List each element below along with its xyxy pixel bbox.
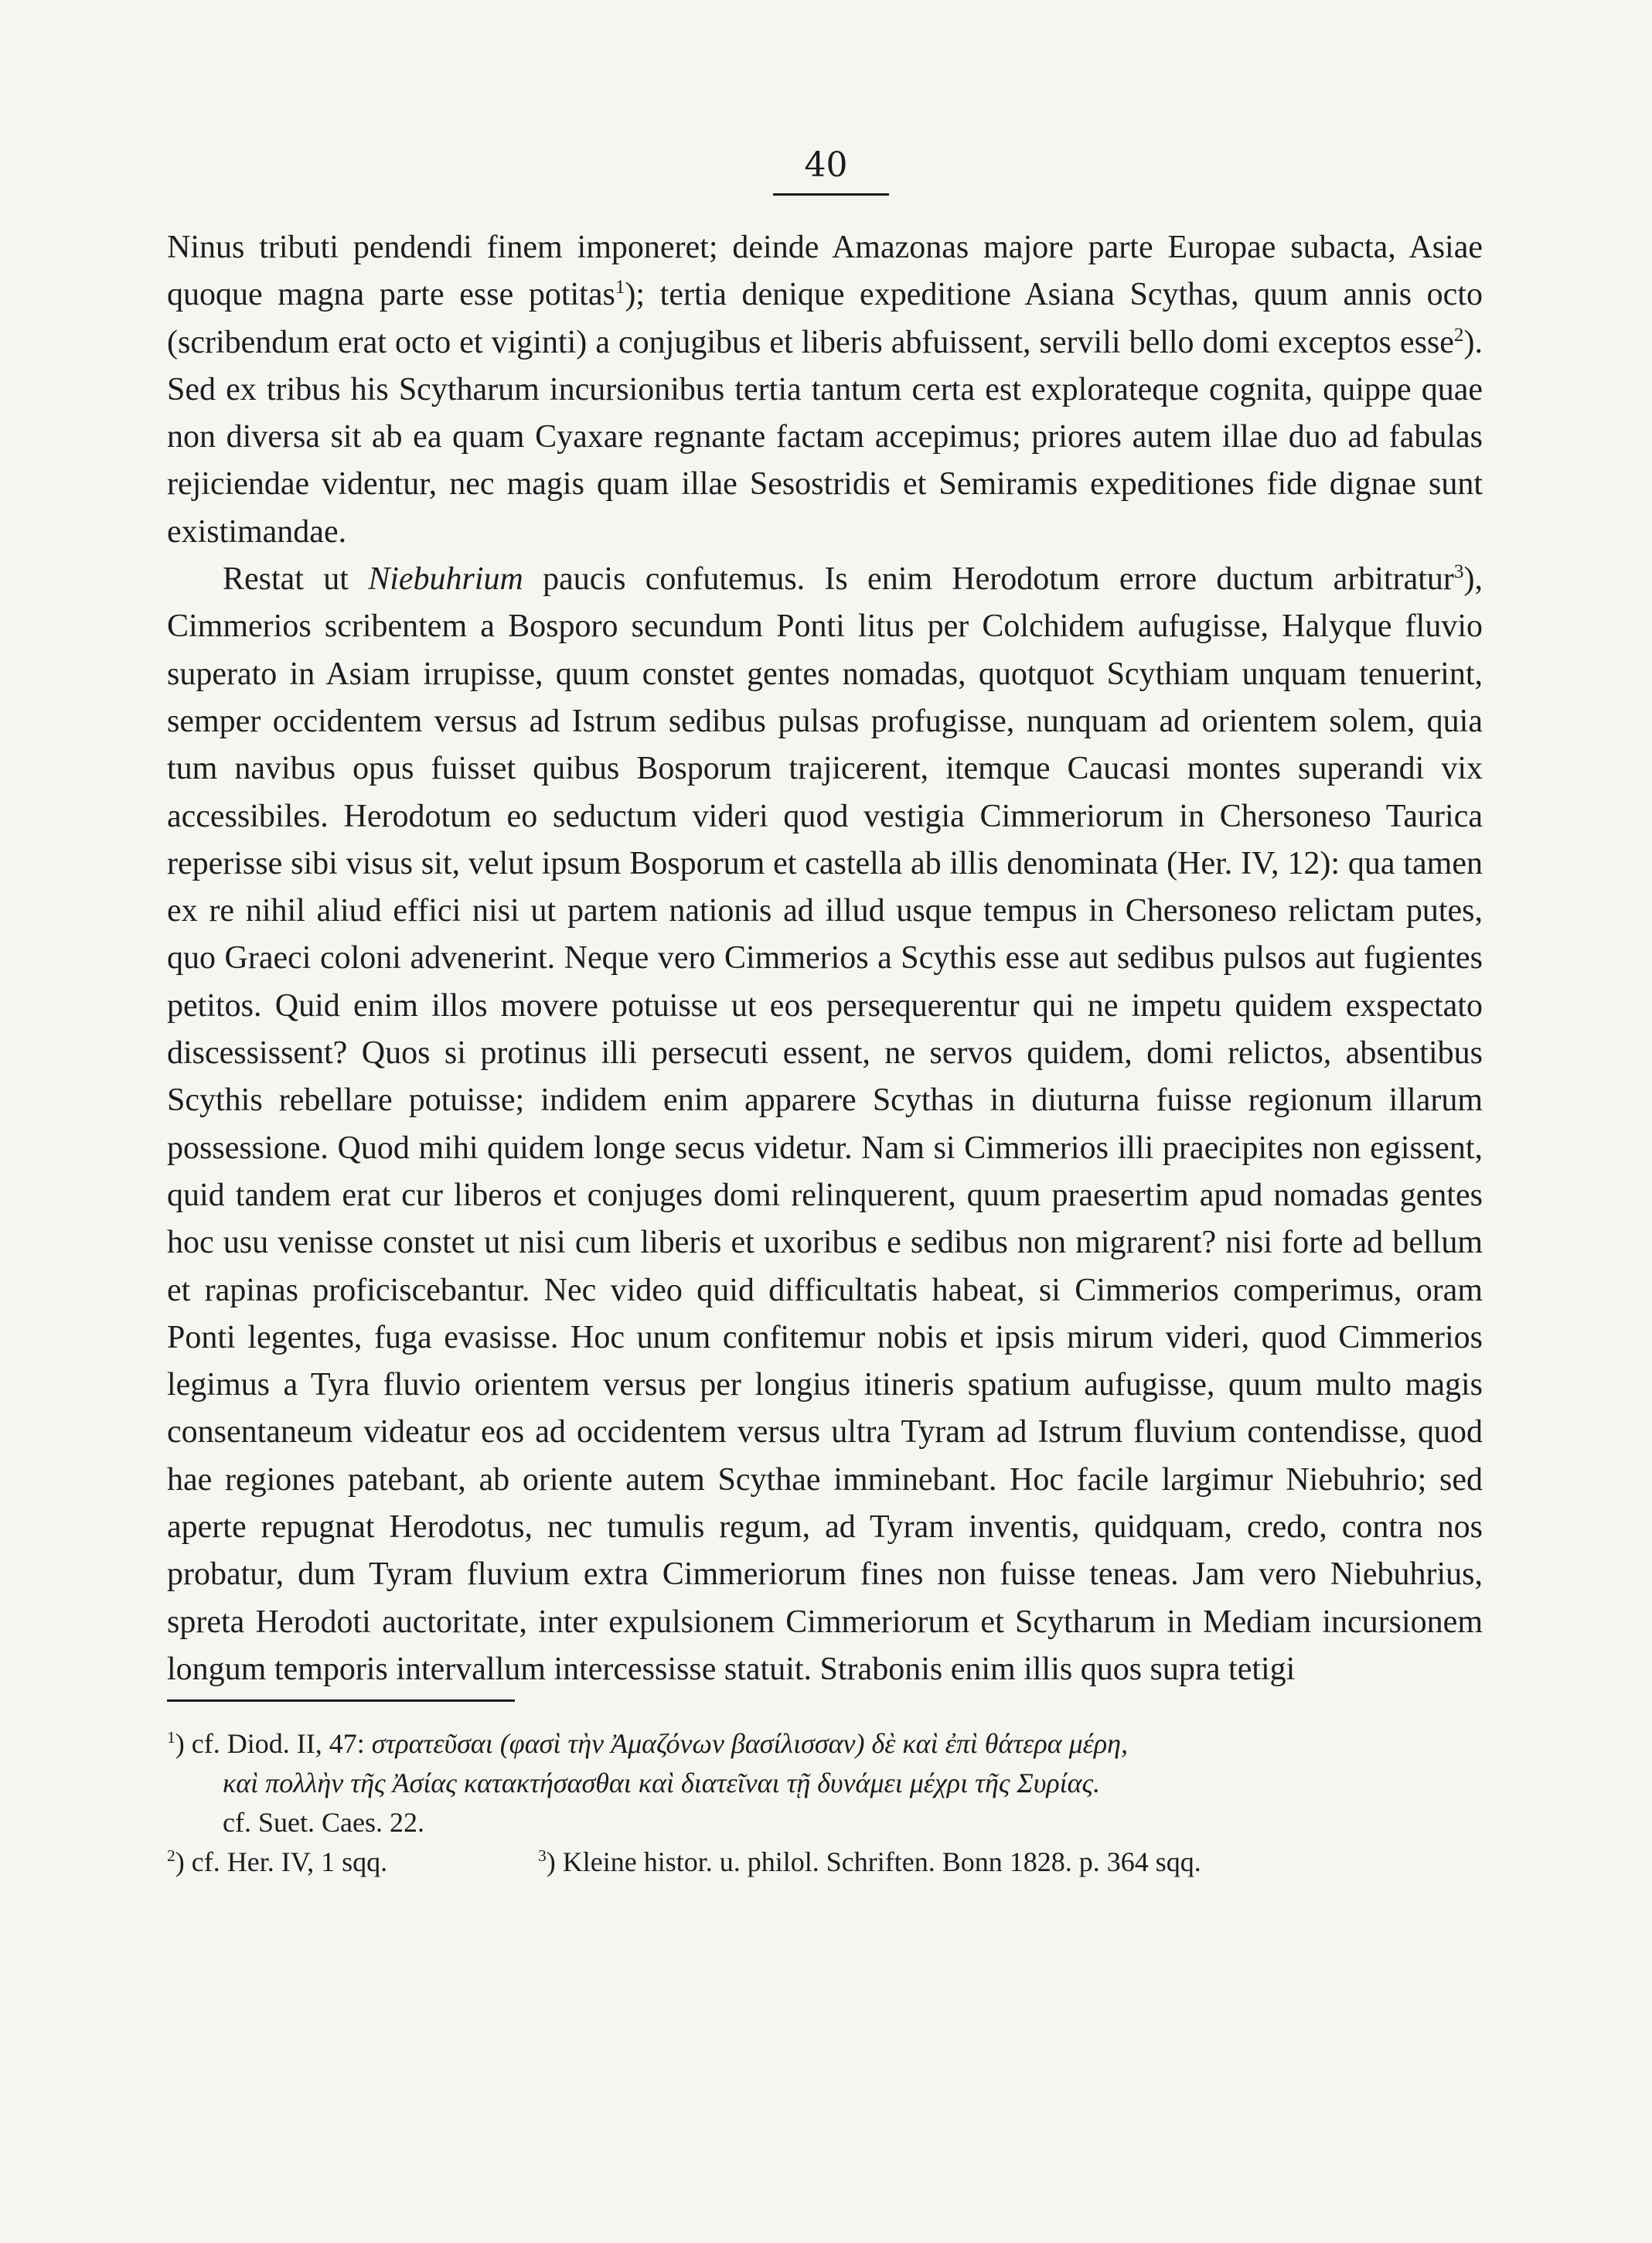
page-number-rule <box>773 193 889 196</box>
paragraph-2 <box>167 556 1483 1693</box>
footnote-1-greek-2: καὶ πολλὴν τῆς Ἀσίας κατακτήσασθαι καὶ διατεῖναι τῇ δυνάμει μέχρι τῆς Συρίας. <box>223 1767 1101 1798</box>
paragraph-1 <box>167 224 1483 556</box>
footnotes <box>167 1724 1483 1882</box>
page-number: 40 <box>804 145 848 185</box>
paragraph-1-part-1: Ninus tributi pendendi finem imponeret; deinde Amazonas majore parte Europae subacta, Asiae quoque magna parte esse potitas <box>167 230 1483 313</box>
footnote-3 <box>538 1842 1483 1882</box>
paragraph-2-part-2: paucis confutemus. Is enim Herodotum errore ductum arbitratur <box>523 561 1454 598</box>
footnote-2 <box>167 1842 538 1882</box>
footnote-1-lead: ) cf. Diod. II, 47: <box>175 1728 372 1759</box>
paragraph-2-part-1: Restat ut <box>223 561 369 598</box>
footnote-ref-3: 3 <box>1453 561 1464 583</box>
footnote-ref-2: 2 <box>1453 324 1464 346</box>
italic-name-niebuhrium: Niebuhrium <box>368 561 523 598</box>
footnote-1 <box>167 1724 1483 1842</box>
main-text <box>167 224 1483 1693</box>
paragraph-1-part-3: ). Sed ex tribus his Scytharum incursionibus tertia tantum certa est explorateque cognita, quippe quae non diversa sit ab ea quam Cyaxare regnante factam accepimus; priores autem illae duo ad fabulas rejiciendae videntur, nec magis quam illae Sesostridis et Semiramis expeditiones fide dignae sunt existimandae. <box>167 324 1483 550</box>
footnote-3-mark: 3 <box>538 1846 547 1865</box>
footnote-separator <box>167 1699 515 1702</box>
footnote-2-text: ) cf. Her. IV, 1 sqq. <box>175 1846 388 1877</box>
footnote-ref-1: 1 <box>615 277 625 298</box>
footnote-3-text: ) Kleine histor. u. philol. Schriften. Bonn 1828. p. 364 sqq. <box>546 1846 1201 1877</box>
paragraph-2-part-3: ), Cimmerios scribentem a Bosporo secundum Ponti litus per Colchidem aufugisse, Halyque fluvio superato in Asiam irrupisse, quum constet gentes nomadas, quotquot Scythiam unquam tenuerint, semper occidentem versus ad Istrum sedibus pulsas profugisse, nunquam ad orientem solem, quia tum navibus opus fuisset quibus Bosporum trajicerent, itemque Caucasi montes superandi vix accessibiles. Herodotum eo seductum videri quod vestigia Cimmeriorum in Chersoneso Taurica reperisse sibi visus sit, velut ipsum Bosporum et castella ab illis denominata (Her. IV, 12): qua tamen ex re nihil aliud effici nisi ut partem nationis ad illud usque tempus in Chersoneso relictam putes, quo Graeci coloni advenerint. Neque vero Cimmerios a Scythis esse aut sedibus pulsos aut fugientes petitos. Quid enim illos movere potuisse ut eos persequerentur qui ne impetu quidem exspectato discessissent? Quos si protinus illi persecuti essent, ne servos quidem, domi relictos, absentibus Scythis rebellare potuisse; indidem enim apparere Scythas in diuturna fuisse regionum illarum possessione. Quod mihi quidem longe secus videtur. Nam si Cimmerios illi praecipites non egissent, quid tandem erat cur liberos et conjuges domi relinquerent, quum praesertim apud nomadas gentes hoc usu venisse constet ut nisi cum liberis et uxoribus e sedibus non migrarent? nisi forte ad bellum et rapinas proficiscebantur. Nec video quid difficultatis habeat, si Cimmerios comperimus, oram Ponti legentes, fuga evasisse. Hoc unum confitemur nobis et ipsis mirum videri, quod Cimmerios legimus a Tyra fluvio orientem versus per longius itineris spatium aufugisse, quum multo magis consentaneum videatur eos ad occidentem versus ultra Tyram ad Istrum fluvium contendisse, quod hae regiones patebant, ab oriente autem Scythae imminebant. Hoc facile largimur Niebuhrio; sed aperte repugnat Herodotus, nec tumulis regum, ad Tyram inventis, quidquam, credo, contra nos probatur, dum Tyram fluvium extra Cimmeriorum fines non fuisse teneas. Jam vero Niebuhrius, spreta Herodoti auctoritate, inter expulsionem Cimmeriorum et Scytharum in Mediam incursionem longum temporis intervallum intercessisse statuit. Strabonis enim illis quos supra tetigi <box>167 561 1483 1687</box>
footnote-1-tail: cf. Suet. Caes. 22. <box>223 1807 424 1838</box>
footnote-2-mark: 2 <box>167 1846 175 1865</box>
footnote-1-greek-1: στρατεῦσαι (φασὶ τὴν Ἀμαζόνων βασίλισσαν) δὲ καὶ ἐπὶ θάτερα μέρη, <box>371 1728 1129 1759</box>
footnote-1-mark: 1 <box>167 1728 175 1747</box>
paragraph-1-part-2: ); tertia denique expeditione Asiana Scythas, quum annis octo (scribendum erat octo et viginti) a conjugibus et liberis abfuissent, servili bello domi exceptos esse <box>167 277 1483 360</box>
footnote-row <box>167 1842 1483 1882</box>
